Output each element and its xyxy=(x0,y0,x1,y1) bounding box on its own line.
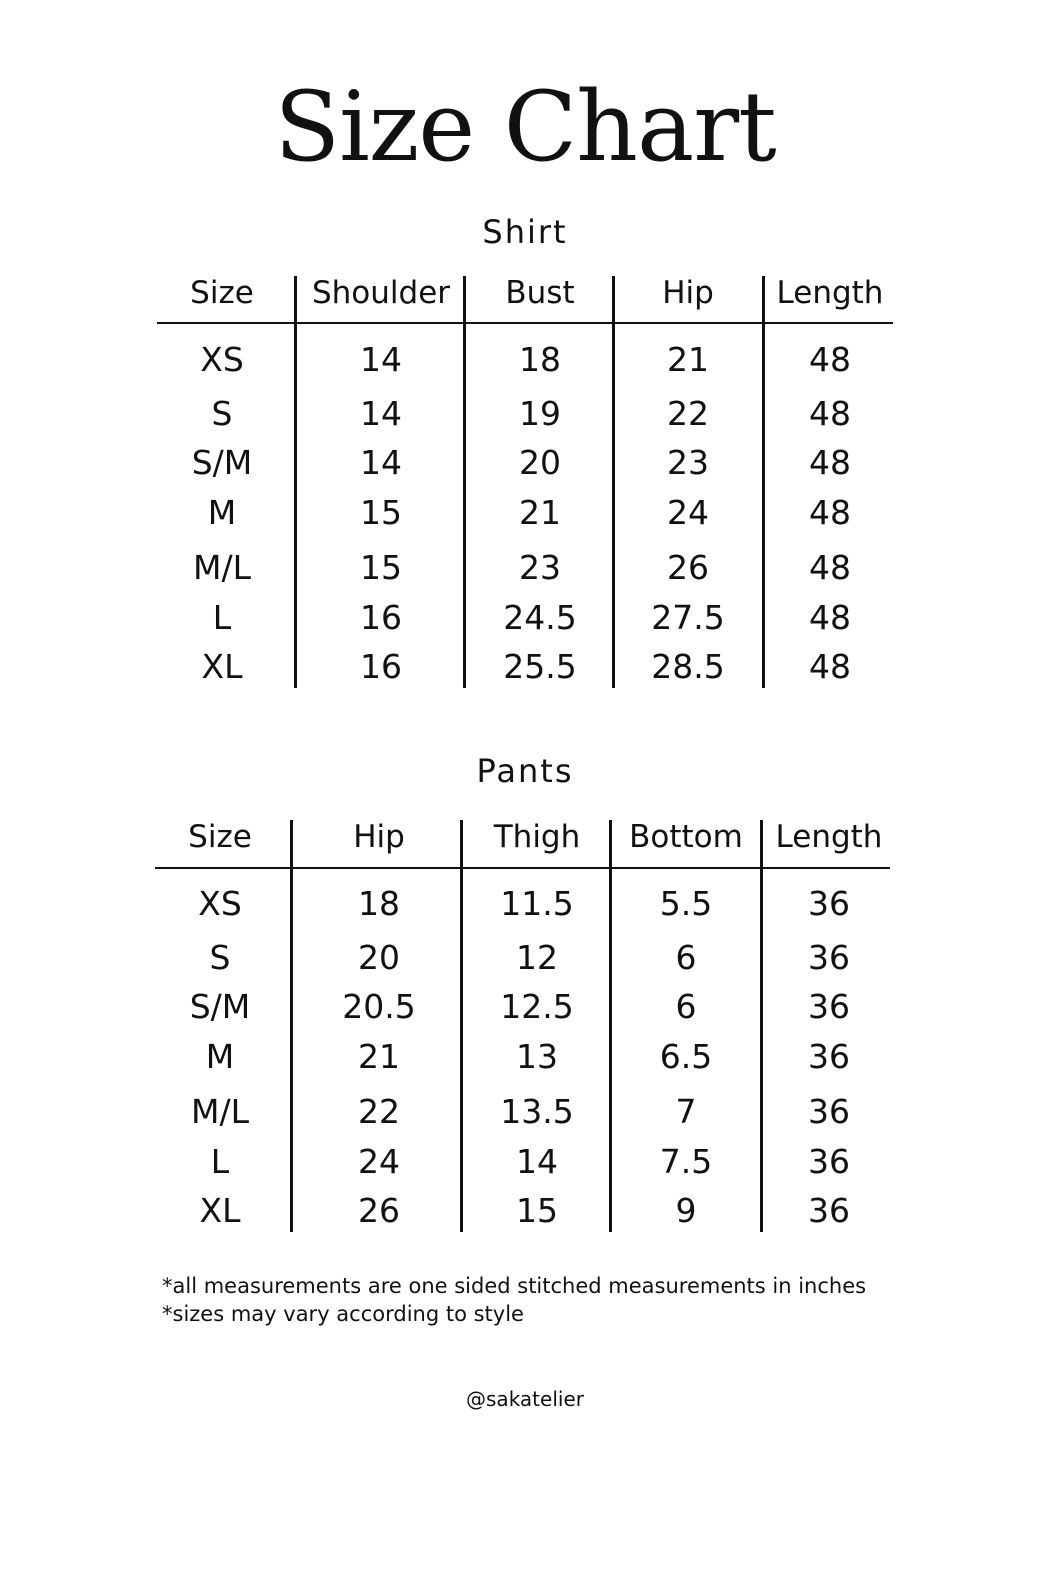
shirt-cell-bust: 25.5 xyxy=(503,647,577,686)
shirt-cell-hip: 27.5 xyxy=(651,598,725,637)
pants-cell-bottom: 7 xyxy=(675,1092,697,1131)
pants-cell-thigh: 12 xyxy=(516,938,558,977)
pants-header-length: Length xyxy=(775,819,883,855)
pants-cell-size: M/L xyxy=(191,1092,249,1131)
pants-cell-thigh: 11.5 xyxy=(500,884,574,923)
shirt-header-shoulder: Shoulder xyxy=(311,275,451,311)
pants-cell-size: XS xyxy=(198,884,242,923)
shirt-cell-shoulder: 14 xyxy=(360,394,402,433)
pants-cell-length: 36 xyxy=(808,1037,850,1076)
pants-cell-bottom: 7.5 xyxy=(659,1142,713,1181)
shirt-cell-bust: 24.5 xyxy=(503,598,577,637)
pants-cell-hip: 20.5 xyxy=(342,987,416,1026)
size-variance-note: *sizes may vary according to style xyxy=(162,1302,524,1326)
shirt-cell-length: 48 xyxy=(809,598,851,637)
pants-cell-length: 36 xyxy=(808,1191,850,1230)
pants-header-bottom: Bottom xyxy=(629,819,743,855)
pants-cell-hip: 22 xyxy=(358,1092,400,1131)
shirt-cell-size: S/M xyxy=(191,443,253,482)
pants-column-divider xyxy=(609,820,612,1232)
shirt-cell-hip: 28.5 xyxy=(651,647,725,686)
shirt-cell-size: L xyxy=(212,598,232,637)
pants-cell-thigh: 13.5 xyxy=(500,1092,574,1131)
pants-cell-hip: 18 xyxy=(358,884,400,923)
shirt-column-divider xyxy=(612,276,615,688)
shirt-cell-shoulder: 16 xyxy=(360,598,402,637)
pants-cell-thigh: 15 xyxy=(516,1191,558,1230)
pants-cell-size: S xyxy=(209,938,231,977)
shirt-cell-hip: 21 xyxy=(667,340,709,379)
pants-cell-length: 36 xyxy=(808,987,850,1026)
shirt-cell-length: 48 xyxy=(809,443,851,482)
shirt-cell-length: 48 xyxy=(809,493,851,532)
pants-cell-length: 36 xyxy=(808,1092,850,1131)
shirt-cell-length: 48 xyxy=(809,647,851,686)
pants-cell-thigh: 14 xyxy=(516,1142,558,1181)
shirt-cell-shoulder: 14 xyxy=(360,340,402,379)
pants-cell-length: 36 xyxy=(808,1142,850,1181)
shirt-cell-size: XS xyxy=(200,340,244,379)
shirt-cell-length: 48 xyxy=(809,340,851,379)
shirt-column-divider xyxy=(762,276,765,688)
pants-header-hip: Hip xyxy=(353,819,405,855)
shirt-header-length: Length xyxy=(776,275,884,311)
pants-column-divider xyxy=(760,820,763,1232)
pants-cell-bottom: 5.5 xyxy=(659,884,713,923)
shirt-cell-bust: 23 xyxy=(519,548,561,587)
shirt-section-title: Shirt xyxy=(482,213,568,251)
pants-cell-thigh: 13 xyxy=(516,1037,558,1076)
shirt-cell-shoulder: 15 xyxy=(360,548,402,587)
shirt-header-divider xyxy=(157,322,893,324)
pants-header-thigh: Thigh xyxy=(493,819,581,855)
shirt-cell-length: 48 xyxy=(809,548,851,587)
pants-cell-bottom: 6 xyxy=(675,987,697,1026)
shirt-cell-hip: 26 xyxy=(667,548,709,587)
shirt-column-divider xyxy=(294,276,297,688)
shirt-cell-size: M xyxy=(207,493,237,532)
shirt-cell-bust: 18 xyxy=(519,340,561,379)
pants-header-size: Size xyxy=(188,819,252,855)
pants-cell-hip: 20 xyxy=(358,938,400,977)
shirt-header-bust: Bust xyxy=(505,275,575,311)
shirt-cell-hip: 24 xyxy=(667,493,709,532)
measurement-note: *all measurements are one sided stitched measurements in inches xyxy=(162,1274,867,1298)
pants-section-title: Pants xyxy=(476,752,574,790)
pants-cell-size: L xyxy=(210,1142,230,1181)
shirt-cell-size: M/L xyxy=(193,548,251,587)
pants-cell-thigh: 12.5 xyxy=(500,987,574,1026)
pants-cell-bottom: 6.5 xyxy=(659,1037,713,1076)
shirt-cell-bust: 21 xyxy=(519,493,561,532)
shirt-cell-shoulder: 15 xyxy=(360,493,402,532)
pants-header-divider xyxy=(155,867,890,869)
shirt-cell-shoulder: 14 xyxy=(360,443,402,482)
shirt-cell-hip: 23 xyxy=(667,443,709,482)
pants-cell-hip: 24 xyxy=(358,1142,400,1181)
pants-cell-size: XL xyxy=(199,1191,241,1230)
brand-handle: @sakatelier xyxy=(466,1387,584,1411)
pants-cell-bottom: 9 xyxy=(675,1191,697,1230)
pants-column-divider xyxy=(460,820,463,1232)
shirt-cell-size: S xyxy=(211,394,233,433)
pants-cell-length: 36 xyxy=(808,938,850,977)
shirt-header-size: Size xyxy=(190,275,254,311)
shirt-header-hip: Hip xyxy=(662,275,714,311)
page-title: Size Chart xyxy=(274,71,776,183)
shirt-cell-hip: 22 xyxy=(667,394,709,433)
shirt-cell-bust: 20 xyxy=(519,443,561,482)
pants-cell-size: M xyxy=(205,1037,235,1076)
pants-column-divider xyxy=(290,820,293,1232)
shirt-column-divider xyxy=(463,276,466,688)
pants-cell-hip: 26 xyxy=(358,1191,400,1230)
shirt-cell-length: 48 xyxy=(809,394,851,433)
shirt-cell-shoulder: 16 xyxy=(360,647,402,686)
pants-cell-hip: 21 xyxy=(358,1037,400,1076)
shirt-cell-size: XL xyxy=(201,647,243,686)
pants-cell-size: S/M xyxy=(189,987,251,1026)
pants-cell-length: 36 xyxy=(808,884,850,923)
shirt-cell-bust: 19 xyxy=(519,394,561,433)
pants-cell-bottom: 6 xyxy=(675,938,697,977)
